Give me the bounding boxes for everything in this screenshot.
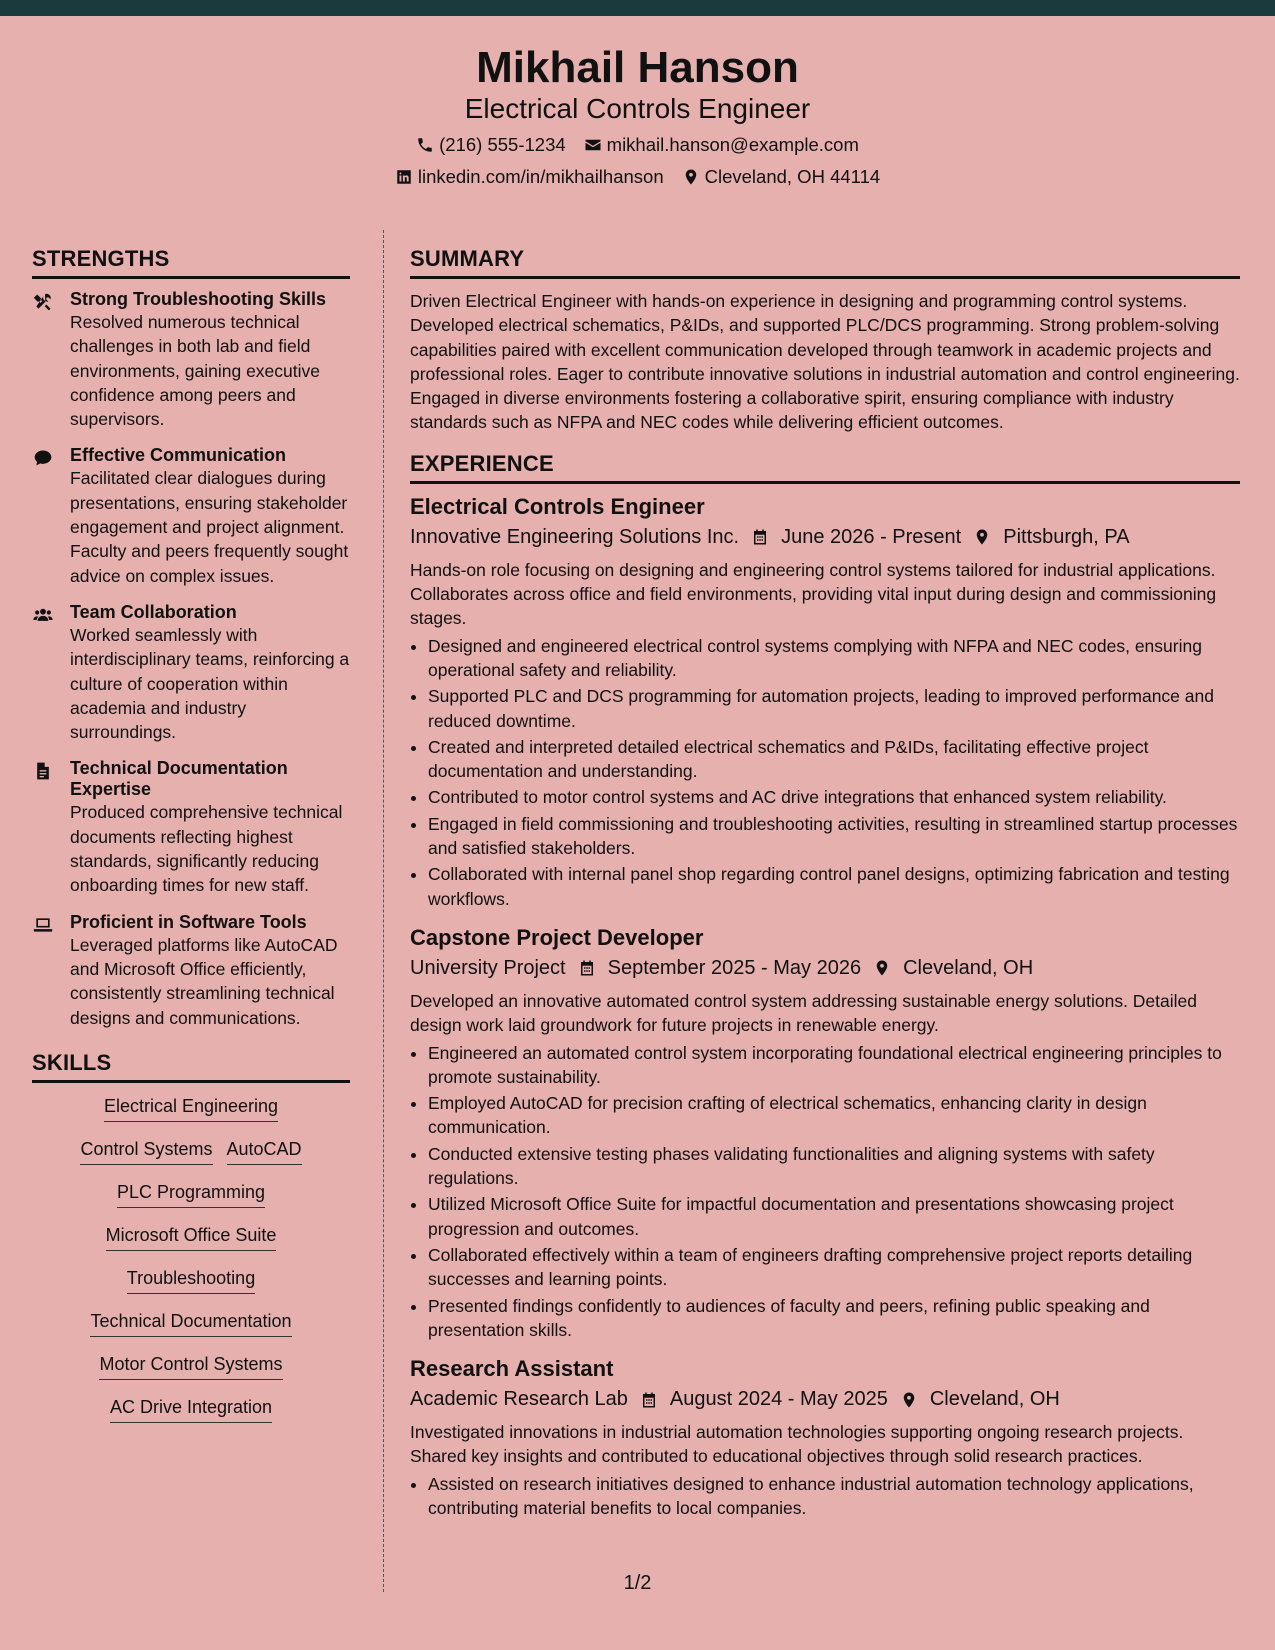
- summary-heading: SUMMARY: [410, 246, 1240, 279]
- envelope-icon: [584, 136, 602, 154]
- job-dates: August 2024 - May 2025: [669, 1388, 888, 1411]
- strength-description: Worked seamlessly with interdisciplinary teams, reinforcing a culture of cooperation within academia and industry surroundings.: [70, 624, 350, 743]
- linkedin-icon: [395, 168, 413, 186]
- email-text[interactable]: mikhail.hanson@example.com: [606, 134, 859, 155]
- bullet-item: • Collaborated with internal panel shop regarding control panel designs, optimizing fabrication and testing workflows.: [428, 862, 1240, 911]
- experience-heading: EXPERIENCE: [410, 451, 1240, 484]
- strength-item: [32, 912, 350, 1030]
- company-name: Innovative Engineering Solutions Inc.: [410, 525, 740, 548]
- strength-description: Facilitated clear dialogues during presentations, ensuring stakeholder engagement and project alignment. Faculty and peers frequently sought advice on complex issues.: [70, 468, 349, 586]
- right-column: [410, 246, 1240, 1534]
- skill-tag: Microsoft Office Suite: [106, 1222, 277, 1251]
- bullet-item: • Engineered an automated control system incorporating foundational electrical engineering principles to promote sustainability.: [428, 1041, 1240, 1090]
- map-pin-icon: [873, 958, 891, 978]
- strength-description: Produced comprehensive technical documents reflecting highest standards, significantly reducing onboarding times for new staff.: [70, 802, 343, 896]
- job-bullets: [410, 1041, 1240, 1343]
- skill-tag: Troubleshooting: [127, 1265, 255, 1294]
- strength-item: [32, 602, 350, 744]
- skill-tag: Control Systems: [80, 1136, 212, 1165]
- company-name: Academic Research Lab: [410, 1388, 628, 1411]
- bullet-item: • Created and interpreted detailed electrical schematics and P&IDs, facilitating effective project documentation and understanding.: [428, 735, 1240, 784]
- strength-title: Team Collaboration: [70, 601, 237, 622]
- job-entry: [410, 925, 1240, 1342]
- skill-tag: AC Drive Integration: [110, 1394, 272, 1423]
- strength-item: [32, 758, 350, 897]
- strength-description: Leveraged platforms like AutoCAD and Microsoft Office efficiently, consistently streamlining technical designs and communications.: [70, 934, 338, 1028]
- bullet-item: • Utilized Microsoft Office Suite for impactful documentation and presentations showcasing project progression and outcomes.: [428, 1192, 1240, 1241]
- location-text: Cleveland, OH 44114: [704, 166, 881, 187]
- strength-title: Effective Communication: [70, 445, 287, 466]
- contact-email[interactable]: [584, 134, 859, 156]
- job-meta: [410, 957, 1240, 980]
- calendar-icon: [640, 1390, 658, 1410]
- strengths-heading: STRENGTHS: [32, 246, 350, 279]
- calendar-icon: [578, 958, 596, 978]
- strength-item: [32, 445, 350, 587]
- job-location: Pittsburgh, PA: [1003, 525, 1130, 548]
- laptop-icon: [32, 915, 54, 935]
- job-description: Hands-on role focusing on designing and engineering control systems tailored for industrial applications. Collaborates across office and field environments, providing vital input during design and commissioning stages.: [410, 559, 1217, 629]
- job-entry: [410, 494, 1240, 911]
- bullet-item: • Contributed to motor control systems and AC drive integrations that enhanced system reliability.: [428, 785, 1240, 809]
- users-icon: [32, 605, 54, 625]
- column-divider: [383, 230, 384, 1592]
- bullet-item: • Assisted on research initiatives designed to enhance industrial automation technology applications, contributing material benefits to local companies.: [428, 1472, 1240, 1521]
- contact-row-2: [0, 166, 1275, 188]
- job-description: Investigated innovations in industrial automation technologies supporting ongoing research projects. Shared key insights and contributed to educational objectives through solid research practices.: [410, 1422, 1184, 1467]
- contact-row-1: [0, 134, 1275, 156]
- top-accent-bar: [0, 0, 1275, 16]
- page-number: 1/2: [623, 1572, 652, 1594]
- bullet-item: • Collaborated effectively within a team of engineers drafting comprehensive project reports detailing successes and learning points.: [428, 1243, 1240, 1292]
- contact-phone: [416, 134, 566, 156]
- skill-tag: AutoCAD: [227, 1136, 302, 1165]
- skill-tag: Electrical Engineering: [104, 1093, 278, 1122]
- phone-text: (216) 555-1234: [439, 134, 566, 155]
- job-description: Developed an innovative automated control system addressing sustainable energy solutions. Detailed design work laid groundwork for future projects in renewable energy.: [410, 990, 1197, 1036]
- job-title: Electrical Controls Engineer: [410, 493, 705, 519]
- skills-list: [32, 1093, 350, 1424]
- job-dates: September 2025 - May 2026: [607, 956, 862, 979]
- phone-icon: [416, 136, 434, 154]
- job-title: Capstone Project Developer: [410, 924, 704, 950]
- linkedin-text[interactable]: linkedin.com/in/mikhailhanson: [417, 166, 664, 187]
- tools-icon: [32, 292, 54, 312]
- bullet-item: • Engaged in field commissioning and troubleshooting activities, resulting in streamlined startup processes and satisfied stakeholders.: [428, 812, 1240, 861]
- summary-text: Driven Electrical Engineer with hands-on experience in designing and programming control systems. Developed electrical schematics, P&IDs, and supported PLC/DCS programming. Strong problem-solving capabilities paired with excellent communication developed through teamwork in academic projects and professional roles. Eager to contribute innovative solutions in industrial automation and control engineering. Engaged in diverse environments fostering a collaborative spirit, ensuring compliance with industry standards such as NFPA and NEC codes while delivering efficient outcomes.: [410, 291, 1240, 433]
- job-meta: [410, 1388, 1240, 1411]
- job-entry: [410, 1356, 1240, 1520]
- job-title: Research Assistant: [410, 1356, 614, 1382]
- bullet-item: • Supported PLC and DCS programming for automation projects, leading to improved performance and reduced downtime.: [428, 684, 1240, 733]
- comment-icon: [32, 448, 54, 468]
- map-pin-icon: [682, 168, 700, 186]
- strength-item: [32, 289, 350, 431]
- skill-tag: Motor Control Systems: [99, 1351, 282, 1380]
- job-location: Cleveland, OH: [903, 956, 1034, 979]
- bullet-item: • Designed and engineered electrical control systems complying with NFPA and NEC codes, ensuring operational safety and reliability.: [428, 634, 1240, 683]
- job-meta: [410, 526, 1240, 549]
- candidate-name: Mikhail Hanson: [476, 43, 799, 92]
- job-bullets: [410, 1472, 1240, 1521]
- candidate-title: Electrical Controls Engineer: [464, 93, 811, 124]
- contact-linkedin[interactable]: [395, 166, 664, 188]
- map-pin-icon: [900, 1390, 918, 1410]
- skill-tag: PLC Programming: [117, 1179, 265, 1208]
- bullet-item: • Presented findings confidently to audiences of faculty and peers, refining public speaking and presentation skills.: [428, 1294, 1240, 1343]
- job-location: Cleveland, OH: [929, 1388, 1060, 1411]
- bullet-item: • Employed AutoCAD for precision crafting of electrical schematics, enhancing clarity in design communication.: [428, 1091, 1240, 1140]
- strength-title: Strong Troubleshooting Skills: [70, 289, 327, 309]
- contact-location: [682, 166, 881, 188]
- job-bullets: [410, 634, 1240, 911]
- map-pin-icon: [973, 527, 991, 547]
- strength-title: Proficient in Software Tools: [70, 911, 307, 932]
- calendar-icon: [751, 527, 769, 547]
- left-column: [32, 246, 350, 1437]
- strength-description: Resolved numerous technical challenges in both lab and field environments, gaining executive confidence among peers and supervisors.: [70, 312, 321, 430]
- strength-title: Technical Documentation Expertise: [70, 758, 288, 800]
- document-icon: [32, 761, 54, 781]
- company-name: University Project: [410, 956, 566, 979]
- skill-tag: Technical Documentation: [90, 1308, 291, 1337]
- resume-header: [0, 16, 1275, 204]
- skills-heading: SKILLS: [32, 1050, 350, 1083]
- job-dates: June 2026 - Present: [781, 525, 962, 548]
- bullet-item: • Conducted extensive testing phases validating functionalities and aligning systems with safety regulations.: [428, 1142, 1240, 1191]
